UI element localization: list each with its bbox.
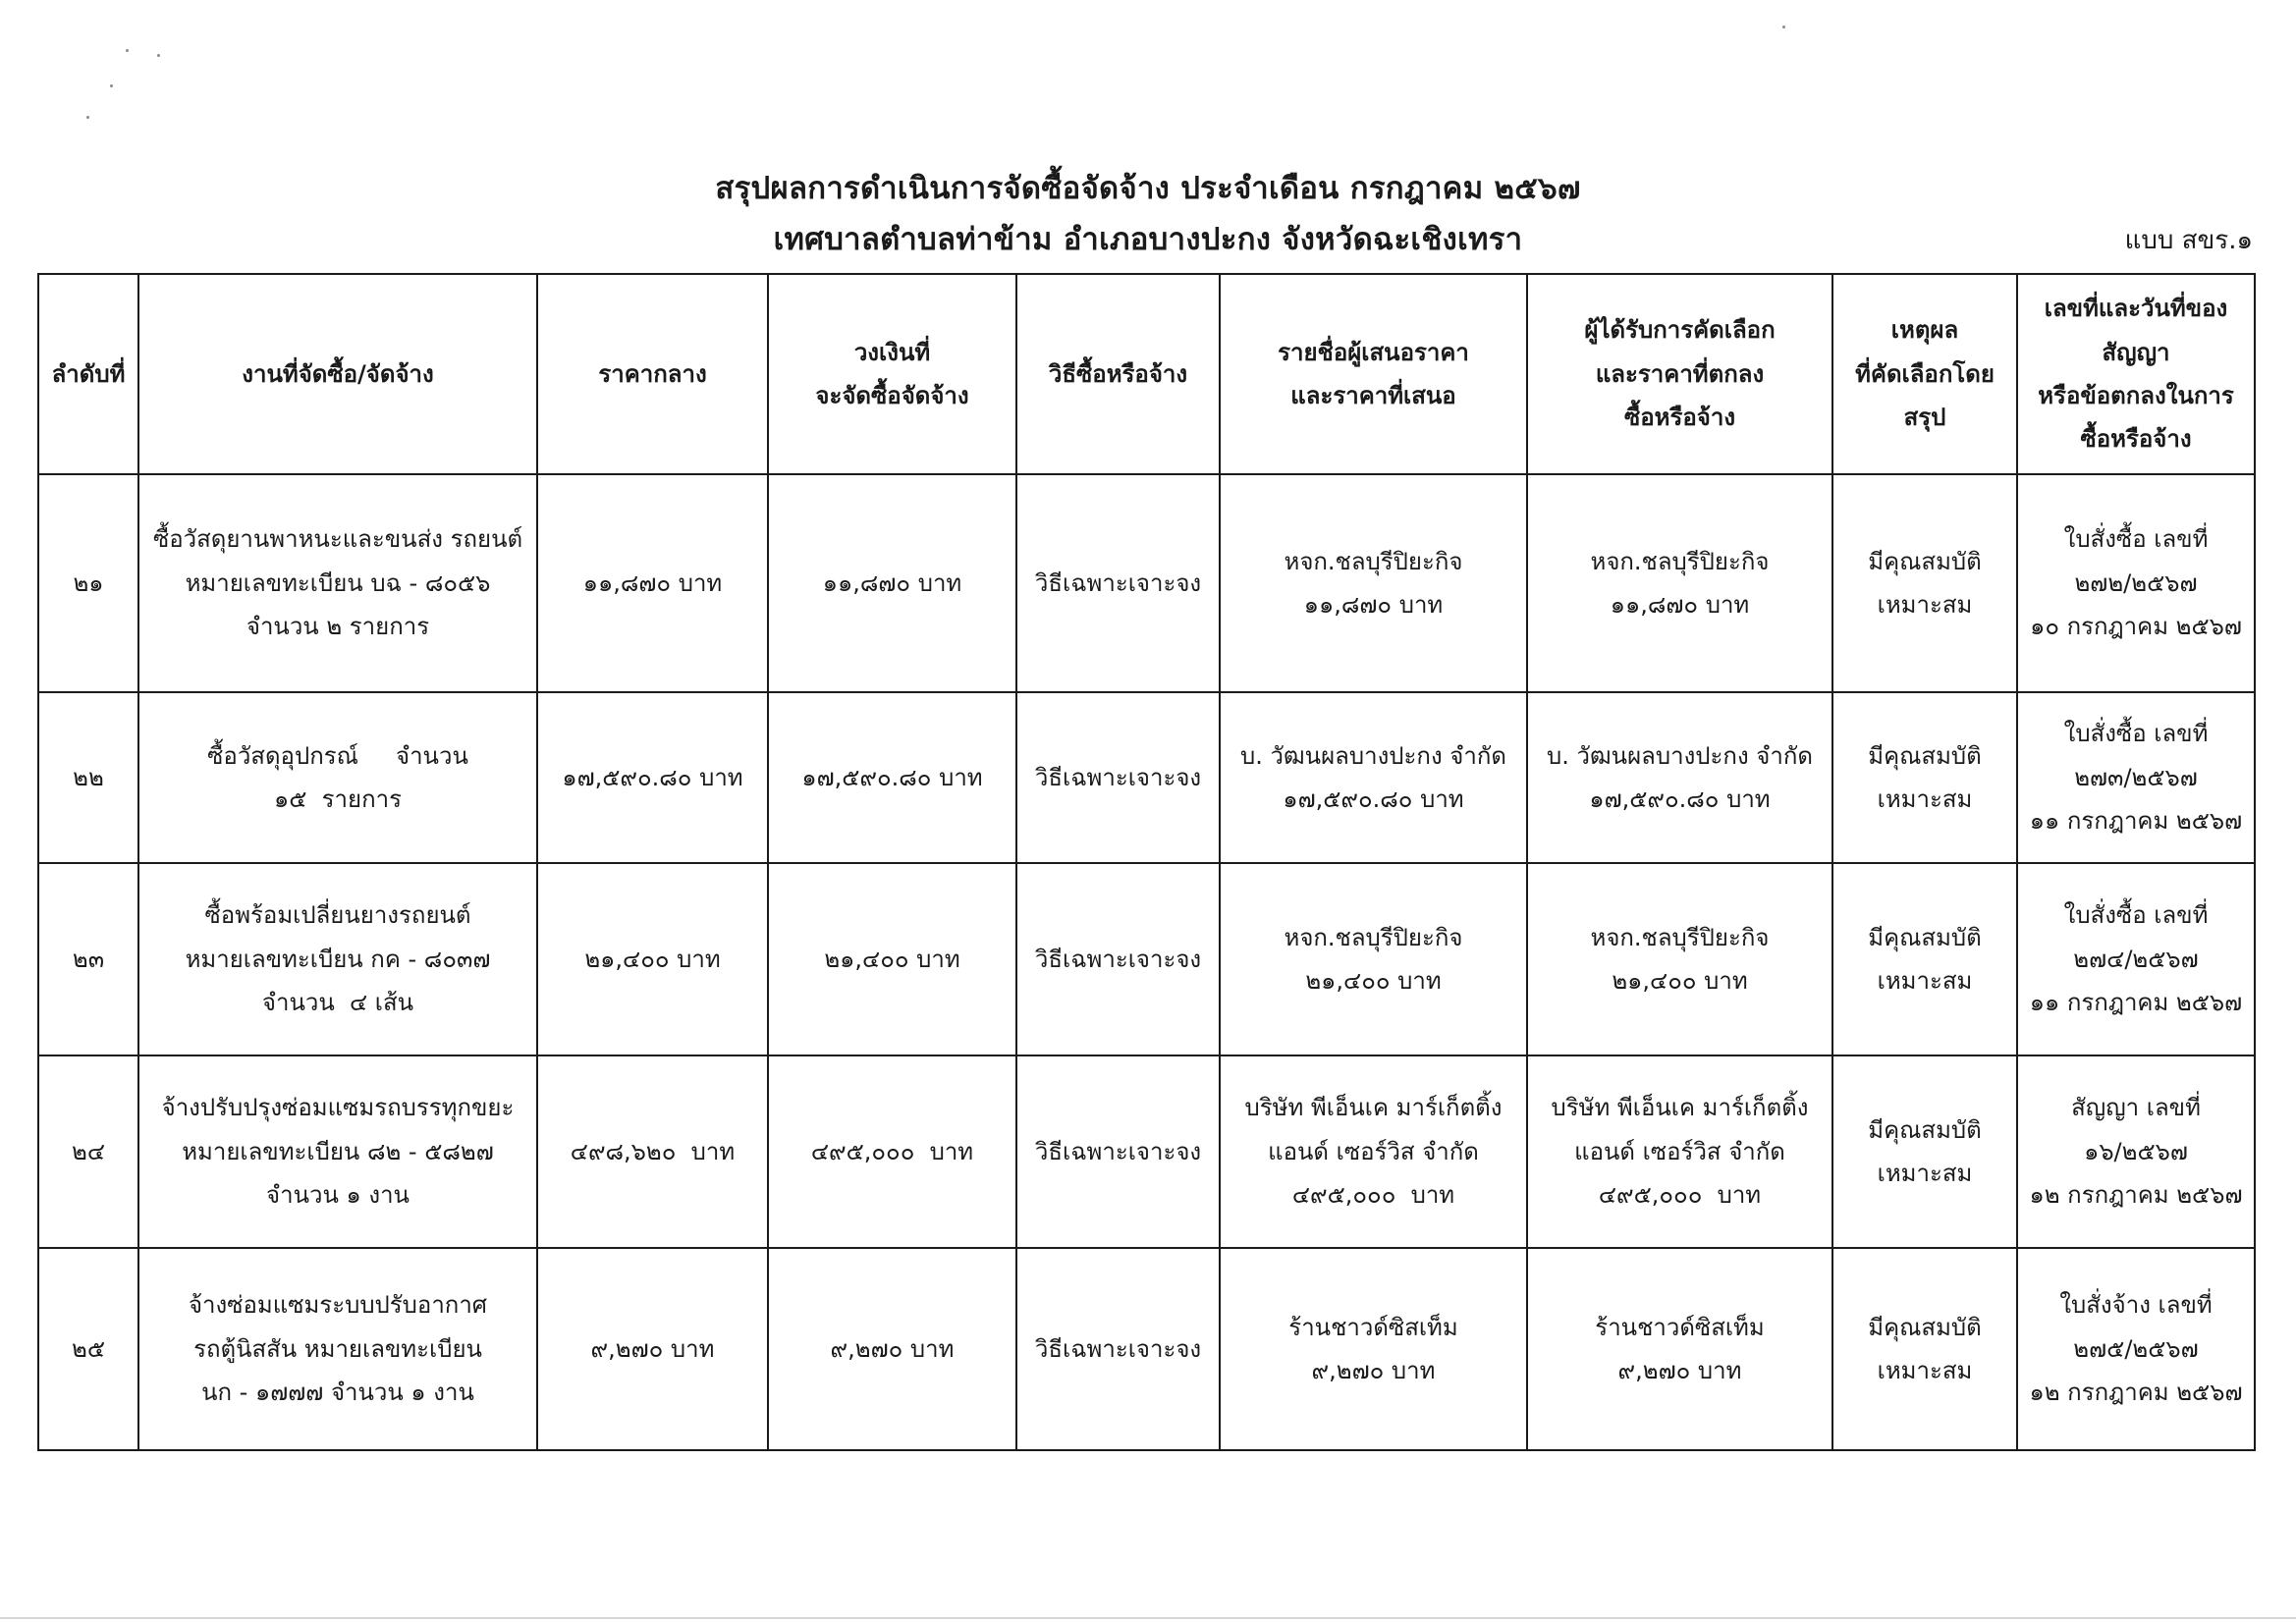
table-row: [38, 692, 2255, 863]
header-text: สัญญา: [2102, 338, 2170, 366]
cell-text: บ. วัฒนผลบางปะกง จำกัด: [1240, 741, 1506, 770]
cell-text: ใบสั่งจ้าง เลขที่: [2059, 1291, 2213, 1320]
cell-reason: [1832, 474, 2017, 692]
cell-text: ซื้อวัสดุยานพาหนะและขนส่ง รถยนต์: [152, 525, 523, 554]
cell-bidders: [1220, 474, 1527, 692]
cell-text: ๑๕ รายการ: [274, 785, 402, 813]
cell-text: ๑๒ กรกฎาคม ๒๕๖๗: [2029, 1379, 2243, 1407]
cell-item: [138, 863, 537, 1055]
cell-text: บริษัท พีเอ็นเค มาร์เก็ตติ้ง: [1551, 1094, 1809, 1122]
document-subtitle: เทศบาลตำบลท่าข้าม อำเภอบางปะกง จังหวัดฉะเชิงเทรา: [773, 222, 1523, 257]
cell-contract: [2017, 692, 2255, 863]
cell-text: ๒๑,๔๐๐ บาท: [1612, 967, 1748, 995]
cell-winner: [1527, 692, 1832, 863]
cell-reason: [1832, 863, 2017, 1055]
cell-text: ใบสั่งซื้อ เลขที่: [2063, 525, 2209, 554]
procurement-summary-table: [37, 273, 2256, 1451]
col-header-item: [138, 274, 537, 474]
cell-order: ๒๑: [38, 474, 138, 692]
scan-speck: [86, 116, 89, 119]
cell-reason: [1832, 692, 2017, 863]
col-header-order: [38, 274, 138, 474]
cell-text: เหมาะสม: [1877, 967, 1973, 995]
col-header-budget: [768, 274, 1016, 474]
header-text: จะจัดซื้อจัดจ้าง: [815, 382, 969, 409]
cell-winner: [1527, 1248, 1832, 1450]
scan-speck: [126, 49, 129, 52]
cell-bidders: [1220, 692, 1527, 863]
cell-contract: [2017, 1248, 2255, 1450]
cell-text: สัญญา เลขที่: [2071, 1094, 2201, 1122]
cell-winner: [1527, 474, 1832, 692]
cell-item: [138, 1055, 537, 1248]
table-row: [38, 1055, 2255, 1248]
cell-text: ๙,๒๗๐ บาท: [1617, 1357, 1742, 1384]
cell-winner: [1527, 863, 1832, 1055]
header-text: เลขที่และวันที่ของ: [2044, 295, 2228, 323]
cell-budget: ๑๑,๘๗๐ บาท: [768, 474, 1016, 692]
header-text: ซื้อหรือจ้าง: [1623, 404, 1736, 432]
cell-text: เหมาะสม: [1877, 785, 1973, 813]
cell-text: มีคุณสมบัติ: [1868, 741, 1982, 770]
cell-text: ๑๗,๕๙๐.๘๐ บาท: [1283, 785, 1464, 813]
col-header-winner: [1527, 274, 1832, 474]
cell-text: จำนวน ๑ งาน: [266, 1181, 410, 1210]
cell-order: ๒๒: [38, 692, 138, 863]
cell-text: ใบสั่งซื้อ เลขที่: [2063, 720, 2209, 748]
cell-text: เหมาะสม: [1877, 591, 1973, 619]
header-text: สรุป: [1903, 404, 1946, 432]
cell-median-price: ๑๗,๕๙๐.๘๐ บาท: [537, 692, 768, 863]
cell-text: มีคุณสมบัติ: [1868, 923, 1982, 951]
cell-text: ๑๑ กรกฎาคม ๒๕๖๗: [2029, 989, 2243, 1017]
cell-text: ร้านชาวด์ซิสเท็ม: [1288, 1313, 1458, 1341]
cell-bidders: [1220, 1248, 1527, 1450]
cell-text: ซื้อพร้อมเปลี่ยนยางรถยนต์: [204, 901, 471, 930]
cell-budget: ๒๑,๔๐๐ บาท: [768, 863, 1016, 1055]
cell-text: ๒๗๕/๒๕๖๗: [2073, 1334, 2199, 1363]
header-text: วงเงินที่: [853, 338, 931, 366]
col-header-bidders: [1220, 274, 1527, 474]
cell-text: หมายเลขทะเบียน ๘๒ - ๕๘๒๗: [182, 1137, 494, 1165]
cell-text: หมายเลขทะเบียน บฉ - ๘๐๕๖: [185, 568, 491, 597]
cell-reason: [1832, 1248, 2017, 1450]
cell-item: [138, 692, 537, 863]
cell-contract: [2017, 1055, 2255, 1248]
cell-text: หจก.ชลบุรีปิยะกิจ: [1284, 923, 1463, 951]
col-header-median-price: [537, 274, 768, 474]
cell-text: จ้างซ่อมแซมระบบปรับอากาศ: [188, 1291, 488, 1320]
cell-text: ๑๑,๘๗๐ บาท: [1303, 591, 1444, 619]
cell-order: ๒๕: [38, 1248, 138, 1450]
scan-speck: [157, 54, 160, 57]
header-text: ที่คัดเลือกโดย: [1855, 359, 1995, 388]
cell-budget: ๑๗,๕๙๐.๘๐ บาท: [768, 692, 1016, 863]
cell-text: หมายเลขทะเบียน กค - ๘๐๓๗: [185, 945, 491, 973]
header-text: ราคากลาง: [598, 359, 707, 388]
cell-median-price: ๔๙๘,๖๒๐ บาท: [537, 1055, 768, 1248]
cell-method: วิธีเฉพาะเจาะจง: [1016, 1248, 1220, 1450]
header-text: และราคาที่ตกลง: [1595, 359, 1765, 388]
table-row: [38, 1248, 2255, 1450]
cell-median-price: ๙,๒๗๐ บาท: [537, 1248, 768, 1450]
cell-text: ๑๖/๒๕๖๗: [2084, 1137, 2188, 1165]
header-text: ซื้อหรือจ้าง: [2080, 425, 2192, 454]
cell-text: มีคุณสมบัติ: [1868, 1313, 1982, 1341]
cell-contract: [2017, 474, 2255, 692]
header-text: และราคาที่เสนอ: [1290, 382, 1456, 409]
cell-text: ๒๗๓/๒๕๖๗: [2074, 763, 2198, 791]
cell-text: ๑๑ กรกฎาคม ๒๕๖๗: [2029, 807, 2243, 836]
header-text: ผู้ได้รับการคัดเลือก: [1584, 316, 1776, 345]
cell-text: ๒๗๒/๒๕๖๗: [2074, 568, 2198, 597]
col-header-reason: [1832, 274, 2017, 474]
cell-text: หจก.ชลบุรีปิยะกิจ: [1284, 547, 1463, 575]
cell-method: วิธีเฉพาะเจาะจง: [1016, 692, 1220, 863]
header-text: รายชื่อผู้เสนอราคา: [1278, 338, 1469, 366]
cell-text: รถตู้นิสสัน หมายเลขทะเบียน: [193, 1334, 482, 1363]
cell-item: [138, 474, 537, 692]
cell-text: มีคุณสมบัติ: [1868, 1115, 1982, 1144]
cell-text: หจก.ชลบุรีปิยะกิจ: [1590, 923, 1770, 951]
cell-text: ร้านชาวด์ซิสเท็ม: [1595, 1313, 1765, 1341]
cell-order: ๒๓: [38, 863, 138, 1055]
col-header-method: [1016, 274, 1220, 474]
table-row: [38, 863, 2255, 1055]
cell-text: ใบสั่งซื้อ เลขที่: [2063, 901, 2209, 930]
cell-text: มีคุณสมบัติ: [1868, 547, 1982, 575]
cell-bidders: [1220, 863, 1527, 1055]
col-header-contract: [2017, 274, 2255, 474]
cell-text: ๑๒ กรกฎาคม ๒๕๖๗: [2029, 1181, 2243, 1210]
cell-text: เหมาะสม: [1877, 1357, 1973, 1384]
cell-text: ๒๗๔/๒๕๖๗: [2073, 945, 2199, 973]
scan-edge-line: [0, 1617, 2296, 1619]
cell-text: ซื้อวัสดุอุปกรณ์ จำนวน: [207, 741, 468, 770]
cell-text: แอนด์ เซอร์วิส จำกัด: [1574, 1137, 1785, 1165]
table-header-row: [38, 274, 2255, 474]
cell-text: จ้างปรับปรุงซ่อมแซมรถบรรทุกขยะ: [161, 1094, 515, 1122]
cell-text: บริษัท พีเอ็นเค มาร์เก็ตติ้ง: [1244, 1094, 1503, 1122]
cell-text: ๑๐ กรกฎาคม ๒๕๖๗: [2030, 613, 2242, 641]
cell-median-price: ๑๑,๘๗๐ บาท: [537, 474, 768, 692]
cell-method: วิธีเฉพาะเจาะจง: [1016, 474, 1220, 692]
cell-text: บ. วัฒนผลบางปะกง จำกัด: [1547, 741, 1813, 770]
cell-median-price: ๒๑,๔๐๐ บาท: [537, 863, 768, 1055]
cell-text: ๑๑,๘๗๐ บาท: [1610, 591, 1750, 619]
cell-method: วิธีเฉพาะเจาะจง: [1016, 1055, 1220, 1248]
cell-winner: [1527, 1055, 1832, 1248]
header-text: เหตุผล: [1890, 316, 1959, 345]
scan-speck: [1782, 26, 1785, 28]
form-code: แบบ สขร.๑: [2124, 226, 2253, 255]
cell-text: ๔๙๕,๐๐๐ บาท: [1598, 1181, 1762, 1210]
cell-reason: [1832, 1055, 2017, 1248]
cell-text: ๒๑,๔๐๐ บาท: [1305, 967, 1442, 995]
cell-budget: ๔๙๕,๐๐๐ บาท: [768, 1055, 1016, 1248]
cell-budget: ๙,๒๗๐ บาท: [768, 1248, 1016, 1450]
cell-order: ๒๔: [38, 1055, 138, 1248]
cell-text: ๔๙๕,๐๐๐ บาท: [1291, 1181, 1455, 1210]
cell-text: นก - ๑๗๗๗ จำนวน ๑ งาน: [201, 1379, 474, 1407]
cell-text: ๑๗,๕๙๐.๘๐ บาท: [1589, 785, 1771, 813]
cell-text: หจก.ชลบุรีปิยะกิจ: [1590, 547, 1770, 575]
cell-text: จำนวน ๒ รายการ: [246, 613, 430, 641]
cell-text: ๙,๒๗๐ บาท: [1311, 1357, 1436, 1384]
header-text: วิธีซื้อหรือจ้าง: [1048, 359, 1188, 388]
cell-contract: [2017, 863, 2255, 1055]
cell-bidders: [1220, 1055, 1527, 1248]
cell-text: แอนด์ เซอร์วิส จำกัด: [1268, 1137, 1479, 1165]
cell-method: วิธีเฉพาะเจาะจง: [1016, 863, 1220, 1055]
table-row: [38, 474, 2255, 692]
header-text: หรือข้อตกลงในการ: [2038, 382, 2234, 409]
cell-item: [138, 1248, 537, 1450]
cell-text: เหมาะสม: [1877, 1160, 1973, 1187]
scan-speck: [110, 84, 113, 87]
header-text: ลำดับที่: [51, 359, 126, 388]
cell-text: จำนวน ๔ เส้น: [261, 989, 414, 1017]
document-title: สรุปผลการดำเนินการจัดซื้อจัดจ้าง ประจำเดือน กรกฎาคม ๒๕๖๗: [715, 171, 1581, 206]
header-text: งานที่จัดซื้อ/จัดจ้าง: [242, 359, 434, 388]
